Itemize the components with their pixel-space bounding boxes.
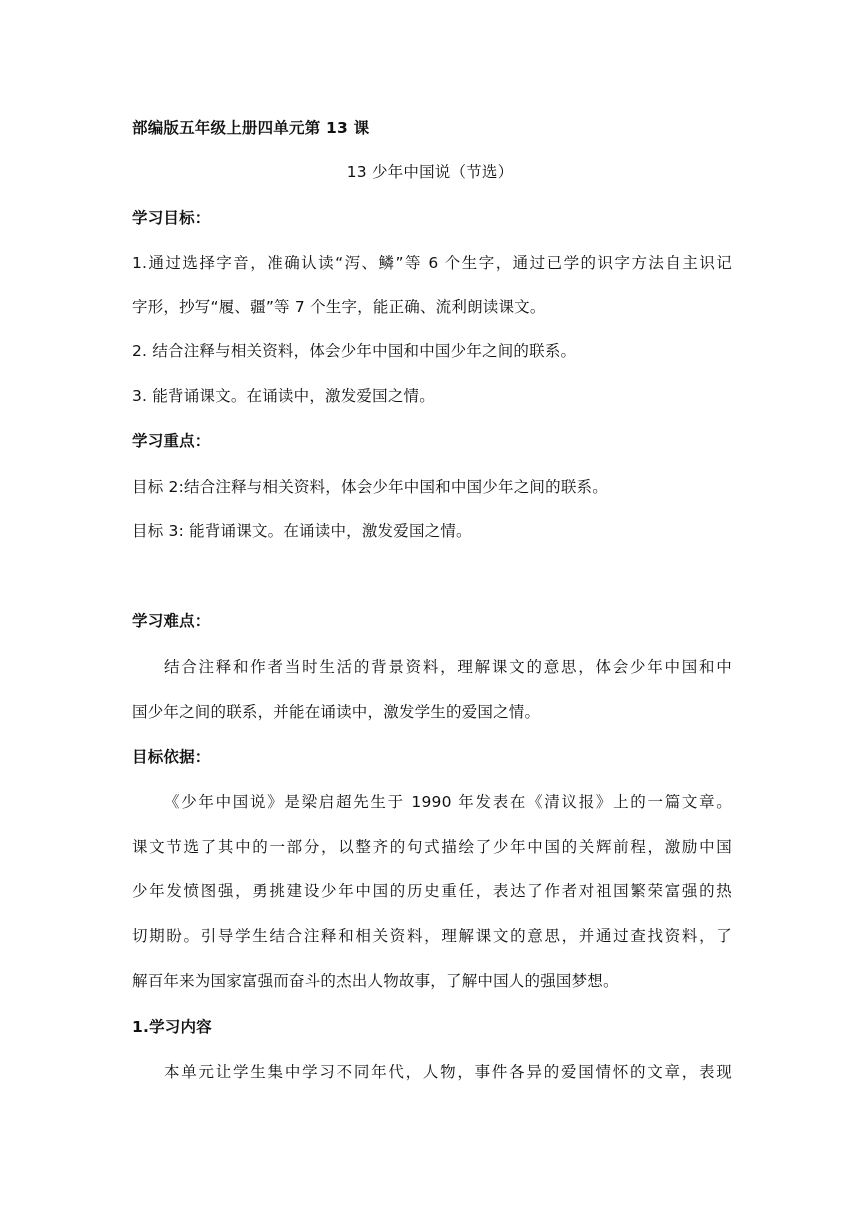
basis-line-1: 《少年中国说》是梁启超先生于 1990 年发表在《清议报》上的一篇文章。 [164,793,732,811]
basis-line-3: 少年发愤图强，勇挑建设少年中国的历史重任，表达了作者对祖国繁荣富强的热 [132,882,732,900]
objectives-line-2: 字形，抄写“履、疆”等 7 个生字，能正确、流利朗读课文。 [132,298,546,316]
objectives-heading: 学习目标： [132,209,211,227]
content-line-1: 本单元让学生集中学习不同年代，人物，事件各异的爱国情怀的文章，表现 [164,1063,732,1081]
objectives-line-4: 3. 能背诵课文。在诵读中，激发爱国之情。 [132,387,435,405]
difficulties-heading: 学习难点： [132,612,211,630]
difficulties-line-1: 结合注释和作者当时生活的背景资料，理解课文的意思，体会少年中国和中 [164,658,732,676]
document-header: 部编版五年级上册四单元第 13 课 [132,119,370,137]
key-points-heading: 学习重点： [132,432,211,450]
basis-line-2: 课文节选了其中的一部分，以整齐的句式描绘了少年中国的关辉前程，激励中国 [132,838,732,856]
basis-heading: 目标依据： [132,748,211,766]
objectives-line-1: 1.通过选择字音，准确认读“泻、鳞”等 6 个生字，通过已学的识字方法自主识记 [132,254,732,272]
document-title: 13 少年中国说（节选） [346,163,514,181]
key-points-line-1: 目标 2:结合注释与相关资料，体会少年中国和中国少年之间的联系。 [132,478,608,496]
objectives-line-3: 2. 结合注释与相关资料，体会少年中国和中国少年之间的联系。 [132,342,577,360]
basis-line-4: 切期盼。引导学生结合注释和相关资料，理解课文的意思，并通过查找资料，了 [132,927,732,945]
basis-line-5: 解百年来为国家富强而奋斗的杰出人物故事，了解中国人的强国梦想。 [132,972,619,990]
difficulties-line-2: 国少年之间的联系，并能在诵读中，激发学生的爱国之情。 [132,703,541,721]
key-points-line-2: 目标 3: 能背诵课文。在诵读中，激发爱国之情。 [132,522,472,540]
content-heading: 1.学习内容 [132,1018,212,1036]
